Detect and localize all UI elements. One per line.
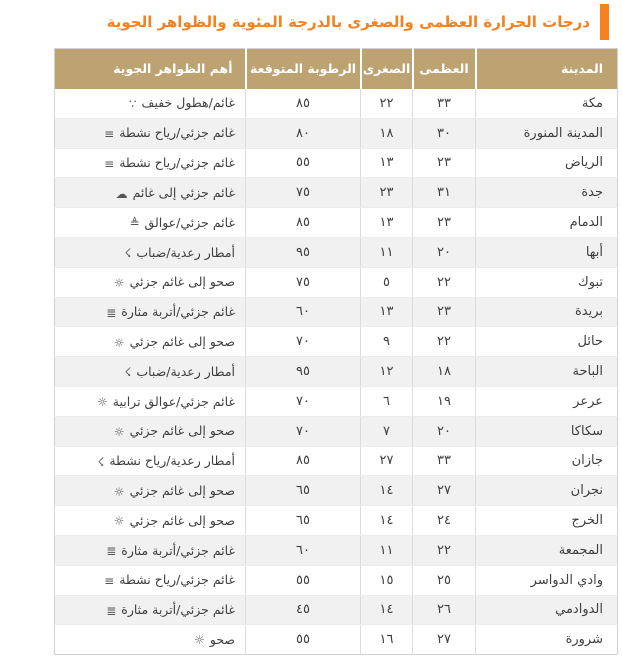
humidity-cell: ٥٥ (246, 625, 361, 655)
table-row (55, 148, 618, 178)
table-row (55, 208, 618, 238)
humidity-cell: ٧٥ (246, 267, 361, 297)
city-cell: المجمعة (476, 535, 618, 565)
phenomena-cell (55, 267, 246, 297)
table-row (55, 535, 618, 565)
city-cell: وادي الدواسر (476, 565, 618, 595)
table-row (55, 178, 618, 208)
phenomena-text: غائم جزئي إلى غائم (132, 185, 235, 201)
weather-table (54, 48, 618, 655)
max-temp-cell: ٢٥ (413, 565, 476, 595)
phenomena-text: أمطار رعدية/رياح نشطة (109, 453, 235, 469)
humidity-cell: ٩٥ (246, 237, 361, 267)
phenomena-text: غائم جزئي/أتربة مثارة (121, 542, 235, 558)
phenomena-text: غائم جزئي/أتربة مثارة (121, 304, 235, 320)
city-cell: شرورة (476, 625, 618, 655)
header-phenomena: أهم الظواهر الجوية (55, 49, 246, 89)
max-temp-cell: ٢٠ (413, 237, 476, 267)
phenomena-text: غائم جزئي/رياح نشطة (119, 125, 235, 141)
humidity-cell: ٦٥ (246, 506, 361, 536)
humidity-cell: ٤٥ (246, 595, 361, 625)
max-temp-cell: ٢٣ (413, 208, 476, 238)
humidity-cell: ٥٥ (246, 148, 361, 178)
phenomena-cell (55, 118, 246, 148)
city-cell: عرعر (476, 386, 618, 416)
city-cell: جدة (476, 178, 618, 208)
city-cell: الباحة (476, 357, 618, 387)
page-title: درجات الحرارة العظمى والصغرى بالدرجة المئوية والظواهر الجوية (106, 13, 590, 31)
humidity-cell: ٩٥ (246, 357, 361, 387)
max-temp-cell: ٢٤ (413, 506, 476, 536)
min-temp-cell: ١١ (361, 237, 413, 267)
phenomena-text: أمطار رعدية/ضباب (136, 244, 235, 260)
city-cell: الرياض (476, 148, 618, 178)
phenomena-cell (55, 297, 246, 327)
table-row (55, 625, 618, 655)
phenomena-text: غائم جزئي/عوالق ترابية (112, 393, 235, 409)
table-header-row (55, 49, 618, 89)
min-temp-cell: ٥ (361, 267, 413, 297)
min-temp-cell: ٢٢ (361, 89, 413, 119)
humidity-cell: ٨٠ (246, 118, 361, 148)
min-temp-cell: ١٣ (361, 297, 413, 327)
city-cell: جازان (476, 446, 618, 476)
phenomena-text: غائم/هطول خفيف (141, 95, 235, 111)
city-cell: المدينة المنورة (476, 118, 618, 148)
max-temp-cell: ٢٧ (413, 625, 476, 655)
city-cell: نجران (476, 476, 618, 506)
drizzle-icon: ∵ (128, 96, 137, 111)
phenomena-cell (55, 208, 246, 238)
phenomena-text: غائم جزئي/رياح نشطة (119, 572, 235, 588)
table-row (55, 506, 618, 536)
thunderstorm-icon: ☇ (97, 454, 105, 469)
min-temp-cell: ٧ (361, 416, 413, 446)
city-cell: سكاكا (476, 416, 618, 446)
phenomena-cell (55, 625, 246, 655)
table-row (55, 297, 618, 327)
wind-icon: ≡ (104, 573, 115, 588)
max-temp-cell: ٣١ (413, 178, 476, 208)
phenomena-text: صحو إلى غائم جزئي (129, 274, 235, 290)
sun-icon: ☼ (113, 514, 125, 529)
phenomena-text: صحو إلى غائم جزئي (129, 334, 235, 350)
min-temp-cell: ١٤ (361, 506, 413, 536)
city-cell: تبوك (476, 267, 618, 297)
min-temp-cell: ٢٧ (361, 446, 413, 476)
humidity-cell: ٧٠ (246, 386, 361, 416)
table-row (55, 267, 618, 297)
thunderstorm-icon: ☇ (124, 246, 132, 261)
phenomena-cell (55, 178, 246, 208)
humidity-cell: ٨٥ (246, 89, 361, 119)
sun-icon: ☼ (113, 275, 125, 290)
wind-icon: ≡ (104, 156, 115, 171)
phenomena-text: صحو إلى غائم جزئي (129, 483, 235, 498)
table-row (55, 118, 618, 148)
sun-icon: ☼ (194, 633, 205, 648)
phenomena-cell (55, 148, 246, 178)
sun-icon: ☼ (113, 335, 125, 350)
dust-icon: ≣ (106, 305, 117, 320)
header-max-temp: العظمى (413, 49, 476, 89)
phenomena-cell (55, 357, 246, 387)
max-temp-cell: ٣٣ (413, 446, 476, 476)
max-temp-cell: ٢٣ (413, 148, 476, 178)
city-cell: الدمام (476, 208, 618, 238)
humidity-cell: ٥٥ (246, 565, 361, 595)
phenomena-text: صحو إلى غائم جزئي (129, 423, 235, 439)
city-cell: الخرج (476, 506, 618, 536)
table-row (55, 357, 618, 387)
min-temp-cell: ١٤ (361, 595, 413, 625)
max-temp-cell: ٢٧ (413, 476, 476, 506)
max-temp-cell: ٢٢ (413, 327, 476, 357)
phenomena-cell (55, 506, 246, 536)
humidity-cell: ٧٠ (246, 416, 361, 446)
title-accent-bar (600, 4, 609, 40)
humidity-cell: ٦٠ (246, 297, 361, 327)
humidity-cell: ٧٥ (246, 178, 361, 208)
sun-icon: ☼ (96, 395, 108, 410)
humidity-cell: ٧٠ (246, 327, 361, 357)
humidity-cell: ٦٥ (246, 476, 361, 506)
phenomena-cell (55, 327, 246, 357)
phenomena-cell (55, 386, 246, 416)
min-temp-cell: ٩ (361, 327, 413, 357)
haze-icon: ≜ (129, 216, 140, 231)
phenomena-cell (55, 535, 246, 565)
max-temp-cell: ٢٣ (413, 297, 476, 327)
table-row (55, 476, 618, 506)
header-min-temp: الصغرى (361, 49, 413, 89)
table-row (55, 386, 618, 416)
cloud-icon: ☁ (115, 186, 128, 201)
humidity-cell: ٨٥ (246, 208, 361, 238)
sun-icon: ☼ (113, 484, 125, 499)
max-temp-cell: ٢٠ (413, 416, 476, 446)
table-row (55, 595, 618, 625)
thunderstorm-icon: ☇ (124, 365, 132, 380)
phenomena-text: غائم جزئي/رياح نشطة (119, 155, 235, 171)
min-temp-cell: ٦ (361, 386, 413, 416)
phenomena-text: غائم جزئي/عوالق (144, 214, 235, 230)
max-temp-cell: ١٩ (413, 386, 476, 416)
max-temp-cell: ٢٦ (413, 595, 476, 625)
table-row (55, 446, 618, 476)
humidity-cell: ٨٥ (246, 446, 361, 476)
phenomena-cell (55, 476, 246, 506)
dust-icon: ≣ (106, 544, 117, 559)
table-row (55, 327, 618, 357)
phenomena-text: أمطار رعدية/ضباب (136, 363, 235, 379)
dust-icon: ≣ (106, 603, 117, 618)
weather-table-container (54, 48, 618, 655)
phenomena-cell (55, 416, 246, 446)
phenomena-text: صحو إلى غائم جزئي (129, 512, 235, 528)
min-temp-cell: ١١ (361, 535, 413, 565)
min-temp-cell: ١٥ (361, 565, 413, 595)
sun-icon: ☼ (113, 424, 125, 439)
phenomena-cell (55, 565, 246, 595)
min-temp-cell: ١٤ (361, 476, 413, 506)
city-cell: حائل (476, 327, 618, 357)
min-temp-cell: ١٣ (361, 208, 413, 238)
city-cell: مكة (476, 89, 618, 119)
max-temp-cell: ٢٢ (413, 535, 476, 565)
phenomena-text: غائم جزئي/أتربة مثارة (121, 602, 235, 618)
max-temp-cell: ١٨ (413, 357, 476, 387)
min-temp-cell: ١٢ (361, 357, 413, 387)
wind-icon: ≡ (104, 126, 115, 141)
table-row (55, 237, 618, 267)
city-cell: بريدة (476, 297, 618, 327)
table-header (55, 49, 618, 89)
table-body (55, 89, 618, 655)
max-temp-cell: ٢٢ (413, 267, 476, 297)
max-temp-cell: ٣٣ (413, 89, 476, 119)
table-row (55, 565, 618, 595)
max-temp-cell: ٣٠ (413, 118, 476, 148)
min-temp-cell: ١٦ (361, 625, 413, 655)
phenomena-cell (55, 446, 246, 476)
city-cell: أبها (476, 237, 618, 267)
table-row (55, 89, 618, 119)
phenomena-cell (55, 237, 246, 267)
min-temp-cell: ١٨ (361, 118, 413, 148)
phenomena-cell (55, 89, 246, 119)
city-cell: الدوادمي (476, 595, 618, 625)
humidity-cell: ٦٠ (246, 535, 361, 565)
header-humidity: الرطوبة المتوقعة (246, 49, 361, 89)
header-city: المدينة (476, 49, 618, 89)
min-temp-cell: ١٣ (361, 148, 413, 178)
phenomena-cell (55, 595, 246, 625)
min-temp-cell: ٢٣ (361, 178, 413, 208)
page-header (0, 2, 609, 42)
phenomena-text: صحو (209, 631, 235, 647)
table-row (55, 416, 618, 446)
